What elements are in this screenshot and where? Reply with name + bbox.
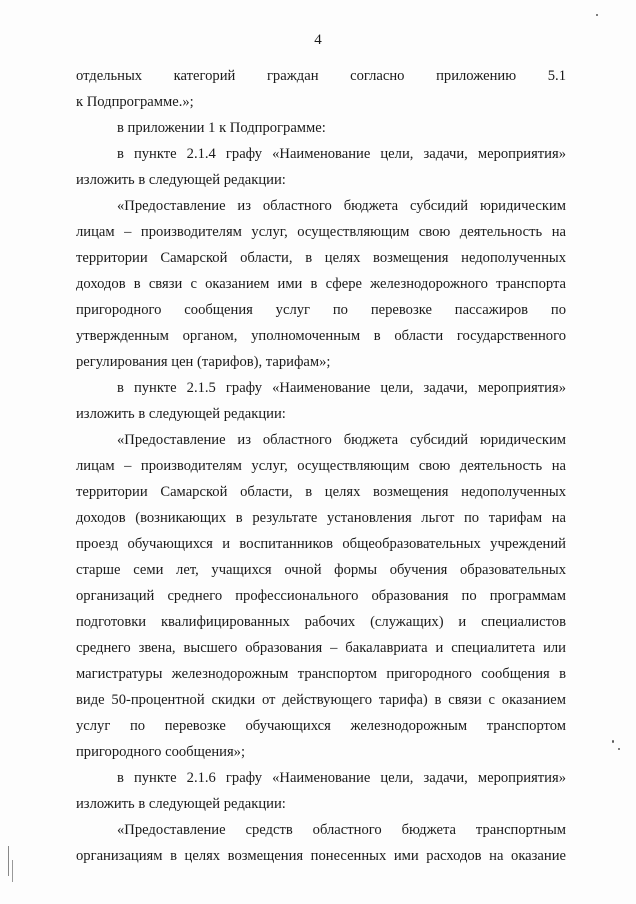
text-line: «Предоставление из областного бюджета субсидий юридическим bbox=[117, 432, 566, 448]
text-line: среднего звена, высшего образования – бакалавриата и специалитета или bbox=[76, 640, 566, 656]
text-line: организациям в целях возмещения понесенных ими расходов на оказание bbox=[76, 848, 566, 864]
text-line: утвержденным органом, уполномоченным в области государственного bbox=[76, 328, 566, 344]
text-line: виде 50-процентной скидки от действующего тарифа) в связи с оказанием bbox=[76, 692, 566, 708]
text-line: организаций среднего профессионального образования по программам bbox=[76, 588, 566, 604]
text-line: к Подпрограмме.»; bbox=[76, 94, 194, 110]
text-line: «Предоставление средств областного бюджета транспортным bbox=[117, 822, 566, 838]
text-line: «Предоставление из областного бюджета субсидий юридическим bbox=[117, 198, 566, 214]
text-line: лицам – производителям услуг, осуществляющим свою деятельность на bbox=[76, 458, 566, 474]
text-line: доходов в связи с оказанием ими в сфере железнодорожного транспорта bbox=[76, 276, 566, 292]
scan-mark bbox=[12, 860, 13, 882]
scan-mark bbox=[8, 846, 9, 876]
text-line: лицам – производителям услуг, осуществляющим свою деятельность на bbox=[76, 224, 566, 240]
text-line: изложить в следующей редакции: bbox=[76, 406, 286, 422]
text-line: в пункте 2.1.5 графу «Наименование цели, задачи, мероприятия» bbox=[117, 380, 566, 396]
text-line: территории Самарской области, в целях возмещения недополученных bbox=[76, 484, 566, 500]
text-line: старше семи лет, учащихся очной формы обучения образовательных bbox=[76, 562, 566, 578]
text-line: в пункте 2.1.4 графу «Наименование цели, задачи, мероприятия» bbox=[117, 146, 566, 162]
text-line: доходов (возникающих в результате установления льгот по тарифам на bbox=[76, 510, 566, 526]
text-line: пригородного сообщения услуг по перевозке пассажиров по bbox=[76, 302, 566, 318]
text-line: подготовки квалифицированных рабочих (служащих) и специалистов bbox=[76, 614, 566, 630]
scan-speck bbox=[618, 748, 620, 750]
scan-speck bbox=[612, 740, 614, 743]
text-line: изложить в следующей редакции: bbox=[76, 796, 286, 812]
page-number: 4 bbox=[314, 32, 322, 48]
text-line: в приложении 1 к Подпрограмме: bbox=[117, 120, 326, 136]
text-line: проезд обучающихся и воспитанников общеобразовательных учреждений bbox=[76, 536, 566, 552]
text-line: в пункте 2.1.6 графу «Наименование цели, задачи, мероприятия» bbox=[117, 770, 566, 786]
text-line: отдельных категорий граждан согласно приложению 5.1 bbox=[76, 68, 566, 84]
text-line: услуг по перевозке обучающихся железнодорожным транспортом bbox=[76, 718, 566, 734]
scan-speck bbox=[596, 14, 598, 16]
text-line: пригородного сообщения»; bbox=[76, 744, 246, 760]
text-line: территории Самарской области, в целях возмещения недополученных bbox=[76, 250, 566, 266]
text-line: магистратуры железнодорожным транспортом пригородного сообщения в bbox=[76, 666, 566, 682]
text-line: изложить в следующей редакции: bbox=[76, 172, 286, 188]
text-line: регулирования цен (тарифов), тарифам»; bbox=[76, 354, 331, 370]
